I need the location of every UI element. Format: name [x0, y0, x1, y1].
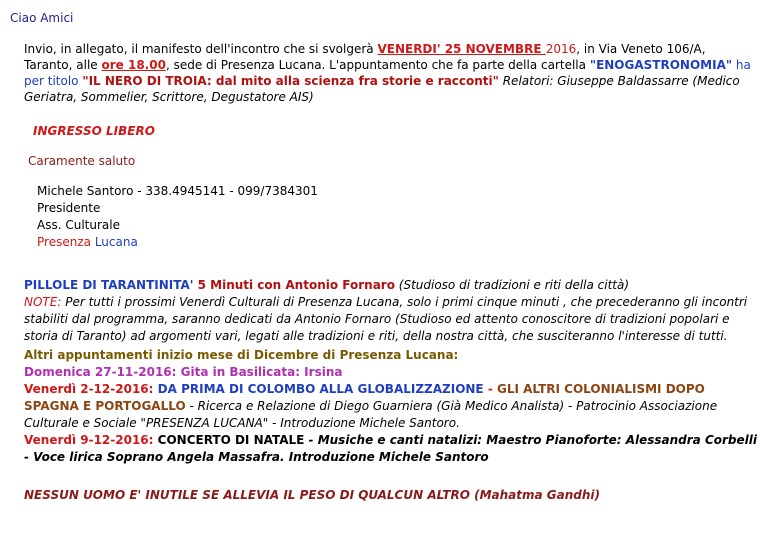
folder-name: "ENOGASTRONOMIA": [589, 58, 733, 72]
assoc-presenza: Presenza: [37, 235, 91, 249]
signature-block: [37, 183, 318, 250]
greeting: Ciao Amici: [10, 11, 74, 25]
event-gita: Domenica 27-11-2016: Gita in Basilicata: Irsina: [24, 365, 343, 379]
event2-dash: -: [483, 382, 497, 396]
intro-text-1: Invio, in allegato, il manifesto dell'incontro che si svolgerà: [24, 42, 378, 56]
gandhi-quote: NESSUN UOMO E' INUTILE SE ALLEVIA IL PESO DI QUALCUN ALTRO (Mahatma Gandhi): [24, 488, 600, 502]
signature-assoc: [37, 234, 318, 250]
pillole-paren: (Studioso di tradizioni e riti della città): [394, 278, 630, 292]
event2-desc: - Ricerca e Relazione di Diego Guarniera (Già Medico Analista) - Patrocinio Associazione Culturale e Sociale "PRESENZA LUCANA" - Introduzione Michele Santoro.: [24, 399, 718, 430]
intro-text-4: ha per titolo: [24, 58, 751, 88]
intro-text-2: , in Via Veneto 106/A, Taranto, alle: [24, 42, 706, 72]
event2-title1: DA PRIMA DI COLOMBO ALLA GLOBALIZZAZIONE: [153, 382, 484, 396]
event-year: 2016: [545, 42, 577, 56]
event-time: ore 18.00: [101, 58, 166, 72]
events-header: Altri appuntamenti inizio mese di Dicembre di Presenza Lucana:: [24, 348, 459, 362]
event3-title: CONCERTO DI NATALE: [153, 433, 305, 447]
event2-date: Venerdì 2-12-2016:: [24, 382, 154, 396]
pillole-label: PILLOLE DI TARANTINITA': [24, 278, 194, 292]
intro-text-3: , sede di Presenza Lucana. L'appuntamento che fa parte della cartella: [165, 58, 590, 72]
intro-paragraph: [24, 41, 754, 105]
pillole-subtitle: 5 Minuti con Antonio Fornaro: [193, 278, 395, 292]
signature-org: Ass. Culturale: [37, 218, 120, 232]
events-paragraph: [24, 347, 759, 466]
speakers: Relatori: Giuseppe Baldassarre (Medico Geriatra, Sommelier, Scrittore, Degustatore AIS): [24, 74, 740, 104]
event2-title2: GLI ALTRI COLONIALISMI DOPO SPAGNA E PORTOGALLO: [24, 382, 705, 413]
assoc-lucana: Lucana: [94, 235, 138, 249]
pillole-paragraph: [24, 277, 764, 345]
signature-role: Presidente: [37, 201, 101, 215]
note-text: Per tutti i prossimi Venerdì Culturali di Presenza Lucana, solo i primi cinque minuti , che precederanno gli incontri stabiliti dal programma, saranno dedicati da Antonio Fornaro (Studioso ed attento conoscitore di tradizioni popolari e storia di Taranto) ad argomenti vari, legati alle tradizioni e riti, della nostra città, che susciteranno l'interesse di tutti.: [24, 295, 748, 343]
note-label: NOTE:: [24, 295, 62, 309]
ingresso-libero: INGRESSO LIBERO: [33, 124, 155, 138]
event3-desc: - Musiche e canti natalizi: Maestro Pianoforte: Alessandra Corbelli - Voce lirica Soprano Angela Massafra. Introduzione Michele Santoro: [24, 433, 757, 464]
event-title: "IL NERO DI TROIA: dal mito alla scienza fra storie e racconti": [82, 74, 499, 88]
closing: Caramente saluto: [28, 154, 136, 168]
signature-name: Michele Santoro - 338.4945141 - 099/7384301: [37, 184, 318, 198]
event3-date: Venerdì 9-12-2016:: [24, 433, 154, 447]
event-date: VENERDI' 25 NOVEMBRE: [377, 42, 546, 56]
